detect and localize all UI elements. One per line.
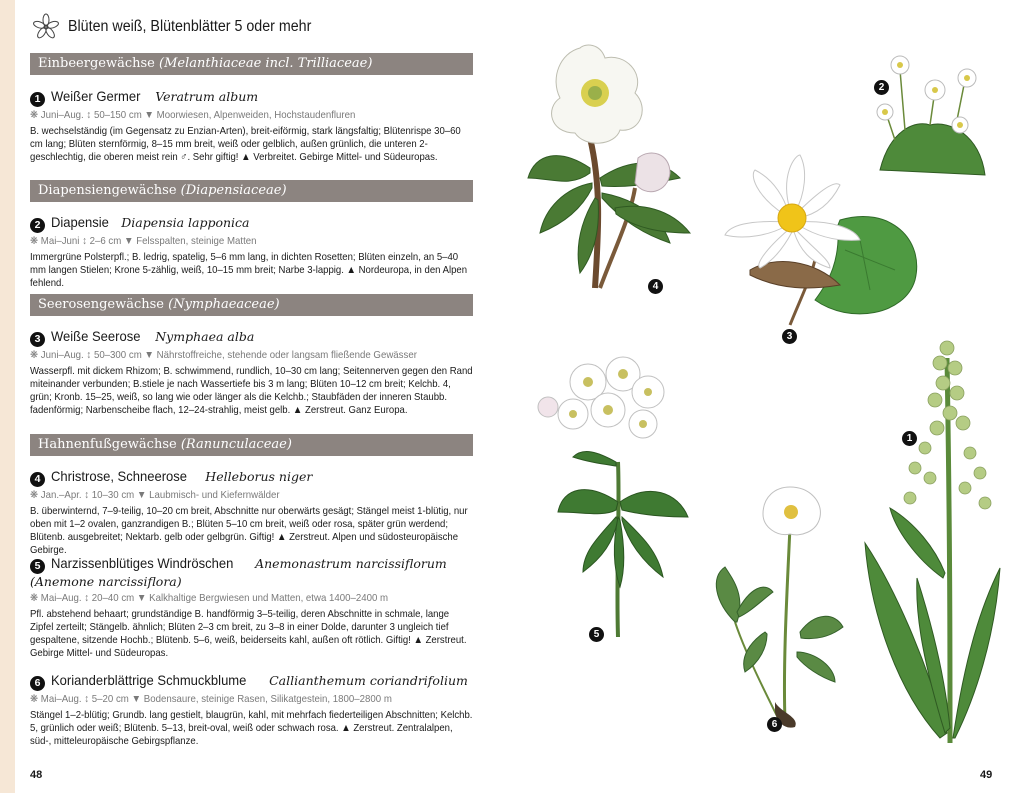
species-latin: Anemonastrum narcissiflorum xyxy=(255,556,447,571)
species-number: 2 xyxy=(30,218,45,233)
species-description: B. wechselständig (im Gegensatz zu Enzian-Arten), breit-eiförmig, stark längsfaltig; Blütenrispe 30–60 cm lang; Blüten sternförmig, 8–15 mm breit, weiß oder gelblich, außen grünlich, die unteren 2-geschlechtig, die oberen meist rein ♂. Sehr giftig! ▲ Verbreitet. Gebirge Mittel- und Südeuropas. xyxy=(30,125,461,163)
species-number: 5 xyxy=(30,559,45,574)
species-name: Weißer Germer xyxy=(51,88,141,104)
page-number-right: 49 xyxy=(980,769,993,781)
family-bar xyxy=(30,434,473,456)
family-bar xyxy=(30,294,473,316)
callout-3: 3 xyxy=(782,329,797,344)
species-description: B. überwinternd, 7–9-teilig, 10–20 cm breit, Abschnitte nur oberwärts gesägt; Stängel meist 1-blütig, nur oben mit 1–2 ovalen, ganzrandigen B.; Blüten 5–10 cm breit, weiß oder rosa, später grün werdend; Blütenb. ausgebreitet; Nektarb. gelb oder gelbgrün. Giftig! ▲ Zerstreut. Alpen und südosteuropäische Gebirge. xyxy=(30,505,468,556)
species-entry xyxy=(30,468,480,557)
species-entry xyxy=(30,672,480,748)
species-latin-synonym: (Anemone narcissiflora) xyxy=(30,574,182,589)
helleborus-illustration xyxy=(520,38,705,308)
species-latin: Helleborus niger xyxy=(205,469,313,484)
species-latin: Callianthemum coriandrifolium xyxy=(269,673,468,688)
family-name: Hahnenfußgewächse xyxy=(38,437,177,452)
species-description: Stängel 1–2-blütig; Grundb. lang gestielt, blaugrün, kahl, mit mehrfach fiederteiligen Abschnitten; Kelchb. 5, grünlich oder weiß; Blütenb. 5–13, breit-oval, weiß oder schwach rosa. ▲ Zerstreut. Zentralalpen, süd-, mitteleuropäische Gebirgspflanze. xyxy=(30,709,473,747)
family-latin: (Ranunculaceae) xyxy=(180,437,292,452)
flower-outline-icon xyxy=(32,13,60,41)
species-latin: Veratrum album xyxy=(155,89,259,104)
species-name: Weiße Seerose xyxy=(51,328,141,344)
species-meta: ❋ Mai–Aug. ↕ 5–20 cm ▼ Bodensaure, steinige Rasen, Silikatgestein, 1800–2800 m xyxy=(30,693,392,705)
callout-1: 1 xyxy=(902,431,917,446)
species-description: Immergrüne Polsterpfl.; B. ledrig, spatelig, 5–6 mm lang, in dichten Rosetten; Blüten einzeln, an 5–40 mm langen Stielen; Krone 5-zählig, weiß, 10–15 mm breit; Narbe 3-lappig. ▲ Nordeuropa, in den Alpen fehlend. xyxy=(30,251,468,289)
species-description: Wasserpfl. mit dickem Rhizom; B. schwimmend, rundlich, 10–30 cm lang; Seitennerven gegen den Rand miteinander verbunden; B.stiele je nach Wassertiefe bis 3 m lang; Blüten 10–12 cm breit; Kelchb. 4, grün; Kronb. 15–25, weiß, so lang wie oder länger als die Kelchb.; Staubfäden der inneren Staubb. fadenförmig; Narbenscheibe flach, 12–24-strahlig, meist gelb. ▲ Zerstreut. Ganz Europa. xyxy=(30,365,473,416)
species-name: Narzissenblütiges Windröschen xyxy=(51,555,234,571)
family-latin: (Diapensiaceae) xyxy=(180,183,287,198)
family-name: Einbeergewächse xyxy=(38,56,155,71)
callout-2: 2 xyxy=(874,80,889,95)
family-name: Seerosengewächse xyxy=(38,297,164,312)
section-header xyxy=(32,12,333,42)
species-latin: Nymphaea alba xyxy=(155,329,255,344)
veratrum-illustration xyxy=(855,338,1005,748)
callout-6: 6 xyxy=(767,717,782,732)
family-latin: (Nymphaeaceae) xyxy=(168,297,280,312)
species-entry xyxy=(30,328,480,417)
left-page xyxy=(15,0,505,793)
species-number: 4 xyxy=(30,472,45,487)
diapensia-illustration xyxy=(870,50,995,180)
callout-4: 4 xyxy=(648,279,663,294)
species-meta: ❋ Jan.–Apr. ↕ 10–30 cm ▼ Laubmisch- und Kiefernwälder xyxy=(30,489,280,501)
family-bar xyxy=(30,180,473,202)
species-name: Korianderblättrige Schmuckblume xyxy=(51,672,247,688)
species-name: Diapensie xyxy=(51,214,109,230)
species-latin: Diapensia lapponica xyxy=(121,215,250,230)
species-entry xyxy=(30,555,480,660)
section-title: Blüten weiß, Blütenblätter 5 oder mehr xyxy=(68,18,312,35)
page-edge xyxy=(0,0,15,793)
family-bar xyxy=(30,53,473,75)
species-description: Pfl. abstehend behaart; grundständige B. handförmig 3–5-teilig, deren Abschnitte in schmale, lange Zipfel zerteilt; Stängelb. ähnlich; Blüten 2–3 cm breit, zu 3–8 in einer Dolde, darunter 3 ungleich tief gespaltene, sitzende Hochb.; Blütenb. 5–6, weiß, beiderseits kahl, außen oft rötlich. Giftig! ▲ Zerstreut. Gebirge Mittel- und Südeuropas. xyxy=(30,608,467,659)
callout-5: 5 xyxy=(589,627,604,642)
species-name: Christrose, Schneerose xyxy=(51,468,188,484)
species-entry xyxy=(30,88,480,164)
species-meta: ❋ Juni–Aug. ↕ 50–300 cm ▼ Nährstoffreiche, stehende oder langsam fließende Gewässer xyxy=(30,349,417,361)
species-entry xyxy=(30,214,480,290)
family-latin: (Melanthiaceae incl. Trilliaceae) xyxy=(159,56,373,71)
species-number: 1 xyxy=(30,92,45,107)
species-meta: ❋ Mai–Juni ↕ 2–6 cm ▼ Felsspalten, steinige Matten xyxy=(30,235,257,247)
species-number: 3 xyxy=(30,332,45,347)
family-name: Diapensiengewächse xyxy=(38,183,177,198)
species-meta: ❋ Juni–Aug. ↕ 50–150 cm ▼ Moorwiesen, Alpenweiden, Hochstaudenfluren xyxy=(30,109,356,121)
species-meta: ❋ Mai–Aug. ↕ 20–40 cm ▼ Kalkhaltige Bergwiesen und Matten, etwa 1400–2400 m xyxy=(30,592,389,604)
page-number-left: 48 xyxy=(30,769,43,781)
species-number: 6 xyxy=(30,676,45,691)
callianthemum-illustration xyxy=(705,482,850,732)
anemone-illustration xyxy=(528,352,703,642)
